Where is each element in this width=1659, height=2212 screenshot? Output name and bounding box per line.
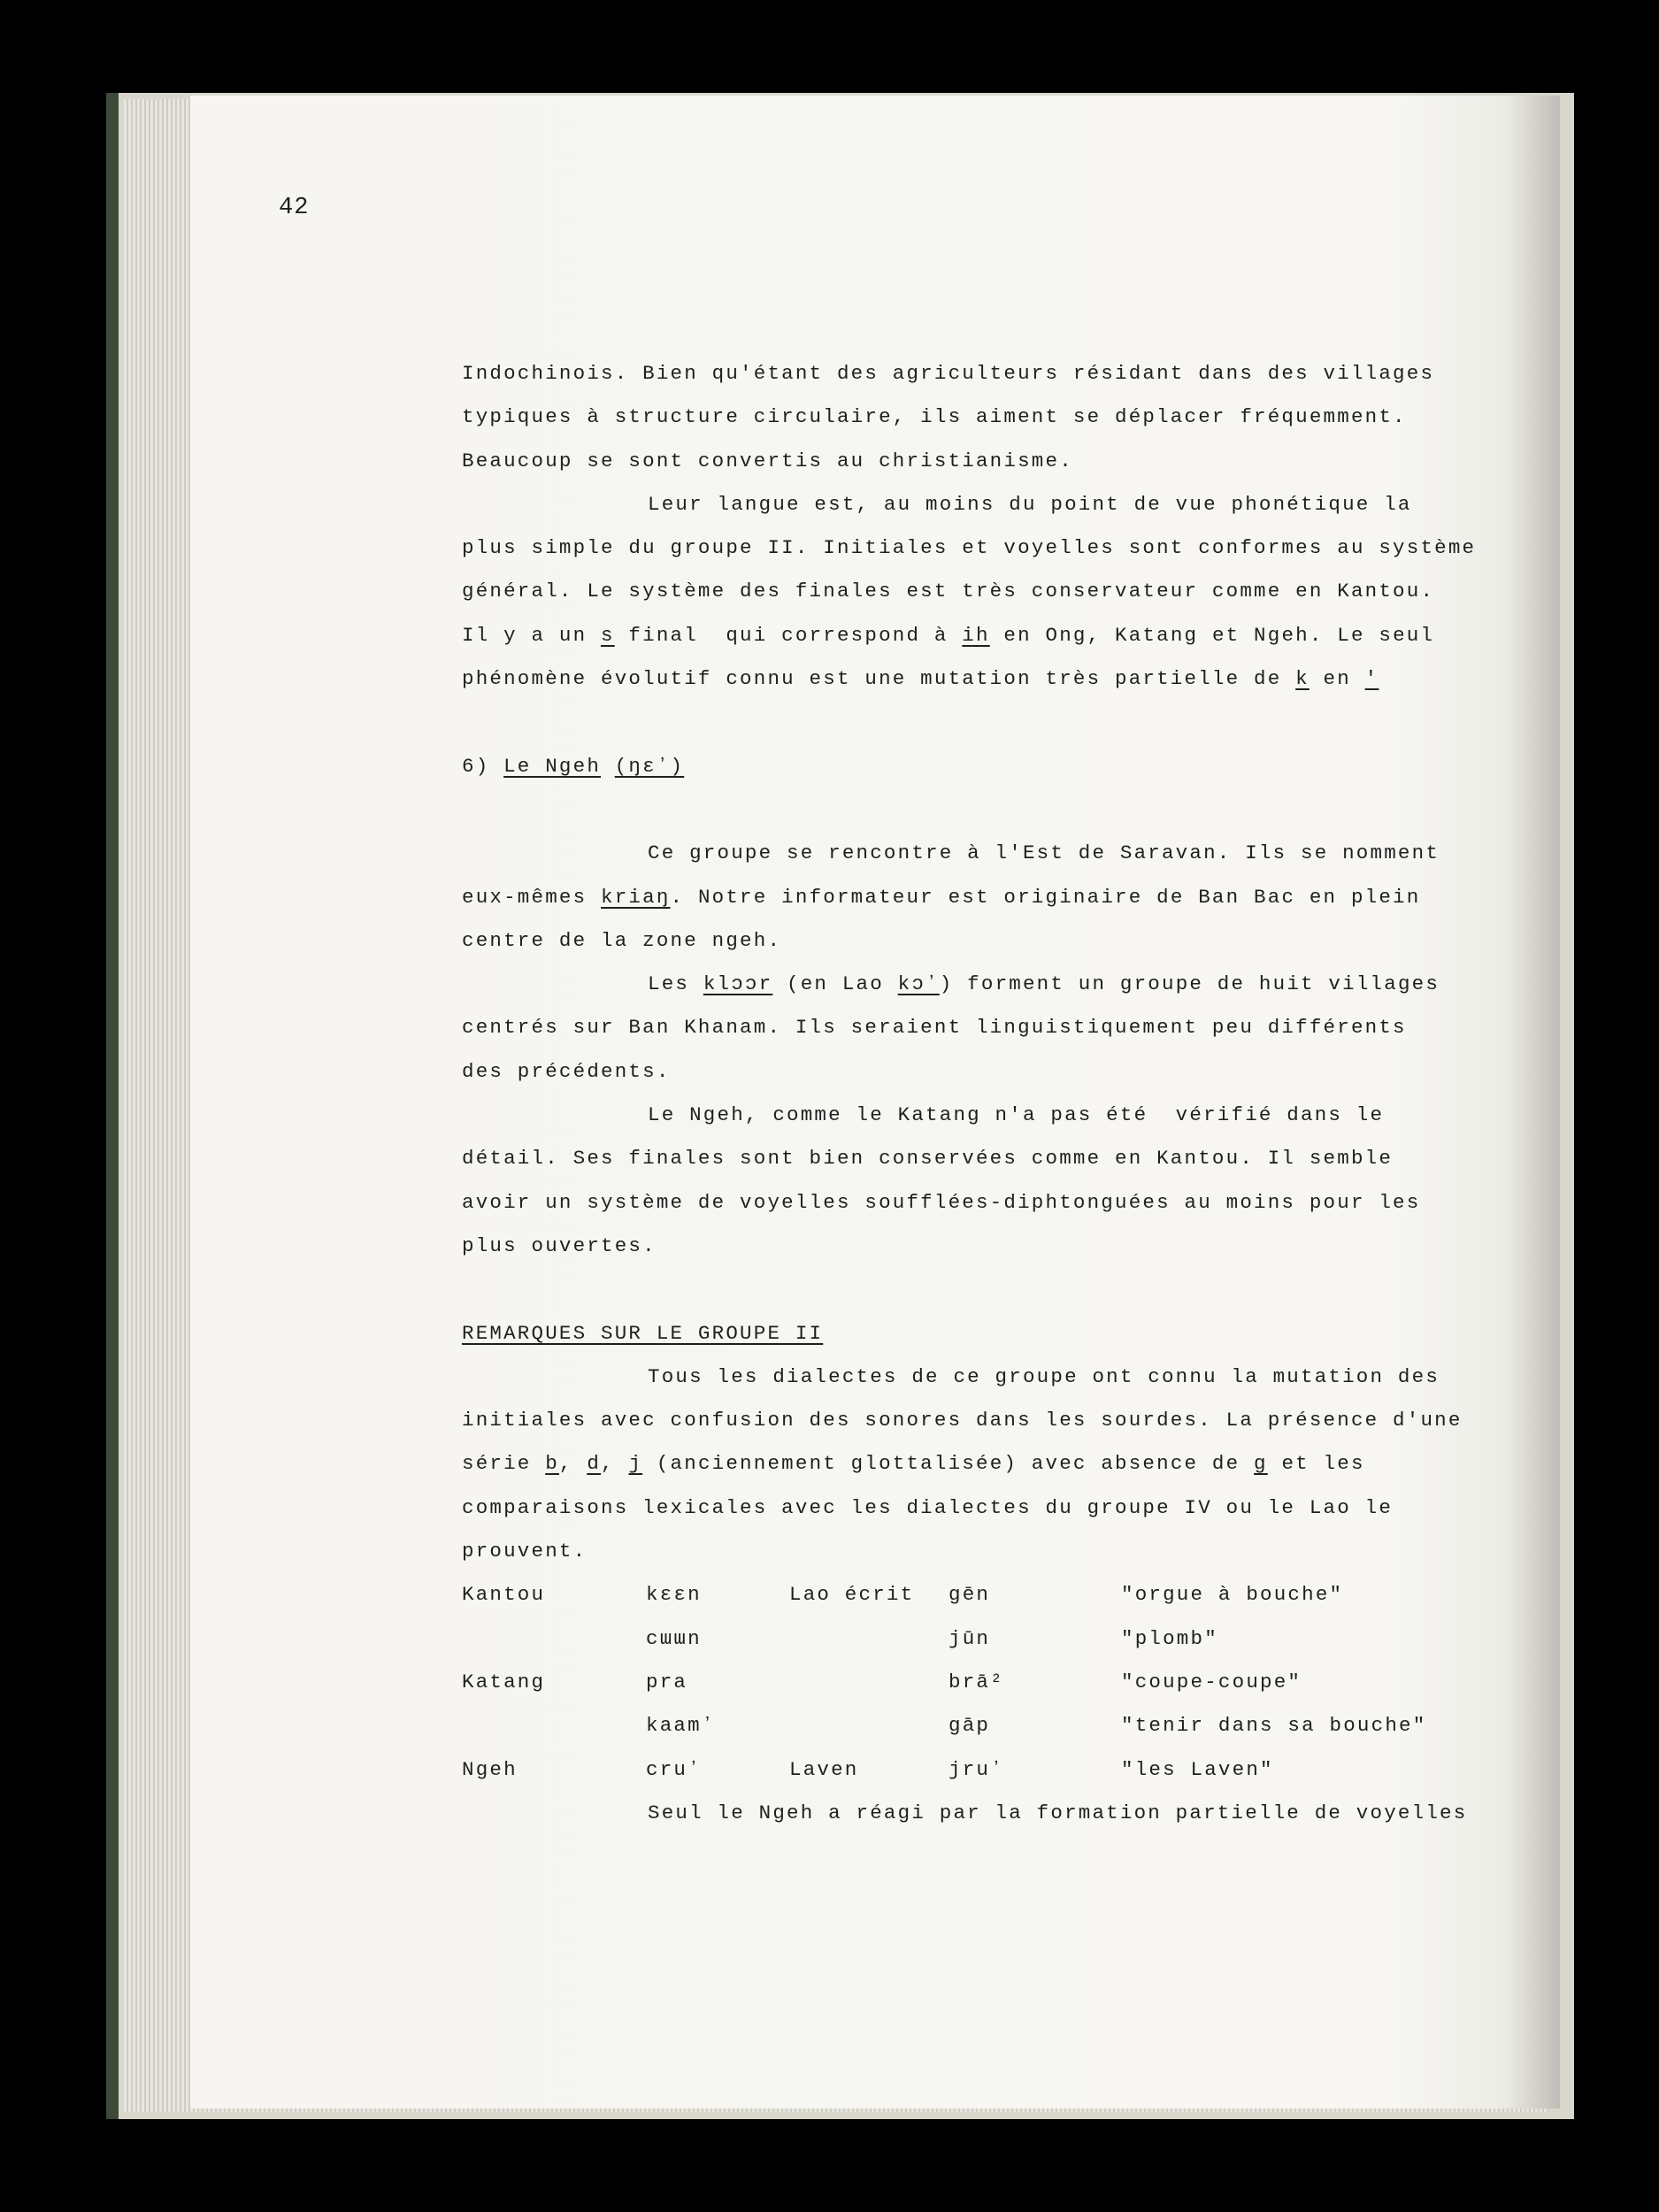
text-line: Ce groupe se rencontre à l'Est de Saravan. Ils se nomment: [648, 841, 1440, 865]
text-line: avoir un système de voyelles soufflées-diphtonguées au moins pour les: [462, 1190, 1421, 1214]
text-line: Tous les dialectes de ce groupe ont connu la mutation des: [648, 1364, 1440, 1388]
text-fragment: final qui correspond à: [614, 623, 963, 647]
spacer: [462, 701, 1506, 744]
section-heading-remarques: REMARQUES SUR LE GROUPE II: [462, 1321, 824, 1345]
examples-table: [462, 1573, 1493, 1791]
text-fragment: Il y a un: [462, 623, 602, 647]
text-fragment: en Ong, Katang et Ngeh. Le seul: [989, 623, 1435, 647]
phoneme-s: s: [601, 623, 615, 647]
lao-cell: gēn: [949, 1583, 991, 1607]
text-line: plus ouvertes.: [462, 1233, 657, 1257]
text-fragment: . Notre informateur est originaire de Ban Bac en plein: [670, 885, 1421, 909]
form-cell: kɛɛn: [646, 1583, 702, 1607]
form-cell: kaamʼ: [646, 1714, 716, 1738]
text-fragment: Les: [648, 972, 703, 996]
section-number: 6): [462, 754, 504, 778]
section-heading-ngeh: [462, 745, 1506, 788]
text-line: Seul le Ngeh a réagi par la formation partielle de voyelles: [648, 1801, 1468, 1824]
lao-cell: gāp: [949, 1714, 991, 1738]
dialect-cell: Ngeh: [462, 1757, 518, 1781]
phoneme-glottal: ': [1364, 667, 1379, 691]
text-fragment: série: [462, 1452, 546, 1476]
phoneme-b: b: [545, 1452, 559, 1476]
text-line: prouvent.: [462, 1540, 588, 1563]
text-line: initiales avec confusion des sonores dans les sourdes. La présence d'une: [462, 1409, 1463, 1432]
label-cell: Lao écrit: [789, 1583, 915, 1607]
table-row: [462, 1748, 1493, 1792]
spacer: [462, 788, 1506, 832]
text-fragment: ) forment un groupe de huit villages: [939, 972, 1440, 996]
text-fragment: ,: [601, 1452, 629, 1476]
gloss-cell: "plomb": [1121, 1626, 1218, 1650]
dialect-cell: [462, 1704, 646, 1747]
text-line: [462, 876, 1506, 919]
table-row: [462, 1661, 1493, 1704]
text-line: [462, 614, 1506, 657]
gloss-cell: "orgue à bouche": [1121, 1583, 1344, 1607]
gloss-cell: "les Laven": [1121, 1757, 1274, 1781]
text-line: Beaucoup se sont convertis au christianisme.: [462, 449, 1073, 472]
spacer: [462, 1268, 1506, 1311]
text-line: détail. Ses finales sont bien conservées comme en Kantou. Il semble: [462, 1147, 1394, 1171]
text-fragment: en: [1309, 667, 1365, 691]
phoneme-ih: ih: [962, 623, 990, 647]
label-cell: [789, 1704, 949, 1747]
table-row: [462, 1704, 1493, 1747]
body-text: [462, 352, 1506, 1835]
form-cell: cɯɯn: [646, 1626, 702, 1650]
page-number: 42: [279, 195, 310, 221]
table-row: [462, 1573, 1493, 1617]
text-fragment: eux-mêmes: [462, 885, 602, 909]
text-fragment: et les: [1267, 1452, 1365, 1476]
gloss-cell: "tenir dans sa bouche": [1121, 1714, 1427, 1738]
label-cell: [789, 1617, 949, 1661]
text-fragment: ,: [558, 1452, 588, 1476]
text-line: Indochinois. Bien qu'étant des agriculteurs résidant dans des villages: [462, 362, 1435, 385]
text-line: des précédents.: [462, 1059, 671, 1083]
text-line: typiques à structure circulaire, ils aiment se déplacer fréquemment.: [462, 405, 1407, 429]
text-fragment: (anciennement glottalisée) avec absence de: [642, 1452, 1255, 1476]
table-row: [462, 1617, 1493, 1661]
text-line: comparaisons lexicales avec les dialectes du groupe IV ou le Lao le: [462, 1495, 1394, 1519]
text-fragment: [601, 755, 615, 778]
native-term: klɔɔr: [703, 972, 773, 996]
phoneme-k: k: [1295, 667, 1310, 691]
dialect-cell: Katang: [462, 1670, 546, 1694]
native-term: kriaŋ: [601, 885, 671, 909]
gloss-cell: "coupe-coupe": [1121, 1670, 1302, 1694]
label-cell: [789, 1661, 949, 1704]
native-name: (ŋɛʼ): [614, 754, 685, 778]
phoneme-g: g: [1254, 1452, 1268, 1476]
text-fragment: phénomène évolutif connu est une mutation très partielle de: [462, 667, 1296, 691]
dialect-cell: Kantou: [462, 1583, 546, 1607]
text-line: Le Ngeh, comme le Katang n'a pas été vérifié dans le: [648, 1103, 1385, 1127]
text-line: plus simple du groupe II. Initiales et voyelles sont conformes au système: [462, 536, 1477, 560]
form-cell: cruʼ: [646, 1757, 702, 1781]
label-cell: Laven: [789, 1757, 859, 1781]
text-line: général. Le système des finales est très conservateur comme en Kantou.: [462, 580, 1435, 603]
page-fold-shadow: [1507, 96, 1560, 2108]
text-line: centre de la zone ngeh.: [462, 928, 782, 952]
form-cell: pra: [646, 1670, 688, 1694]
text-line: Leur langue est, au moins du point de vue phonétique la: [648, 492, 1412, 516]
phoneme-j: j: [628, 1452, 643, 1476]
text-fragment: (en Lao: [772, 972, 898, 996]
phoneme-d: d: [587, 1452, 602, 1476]
lao-cell: brā²: [949, 1670, 1004, 1694]
text-line: [462, 963, 1506, 1006]
dialect-cell: [462, 1617, 646, 1661]
text-line: centrés sur Ban Khanam. Ils seraient linguistiquement peu différents: [462, 1016, 1407, 1040]
text-line: [462, 1442, 1506, 1486]
lao-term: kɔʼ: [897, 972, 940, 996]
lao-cell: jūn: [949, 1626, 991, 1650]
document-page: [190, 96, 1560, 2108]
text-line: [462, 657, 1506, 701]
lao-cell: jruʼ: [949, 1757, 1004, 1781]
section-title: Le Ngeh: [503, 754, 602, 778]
